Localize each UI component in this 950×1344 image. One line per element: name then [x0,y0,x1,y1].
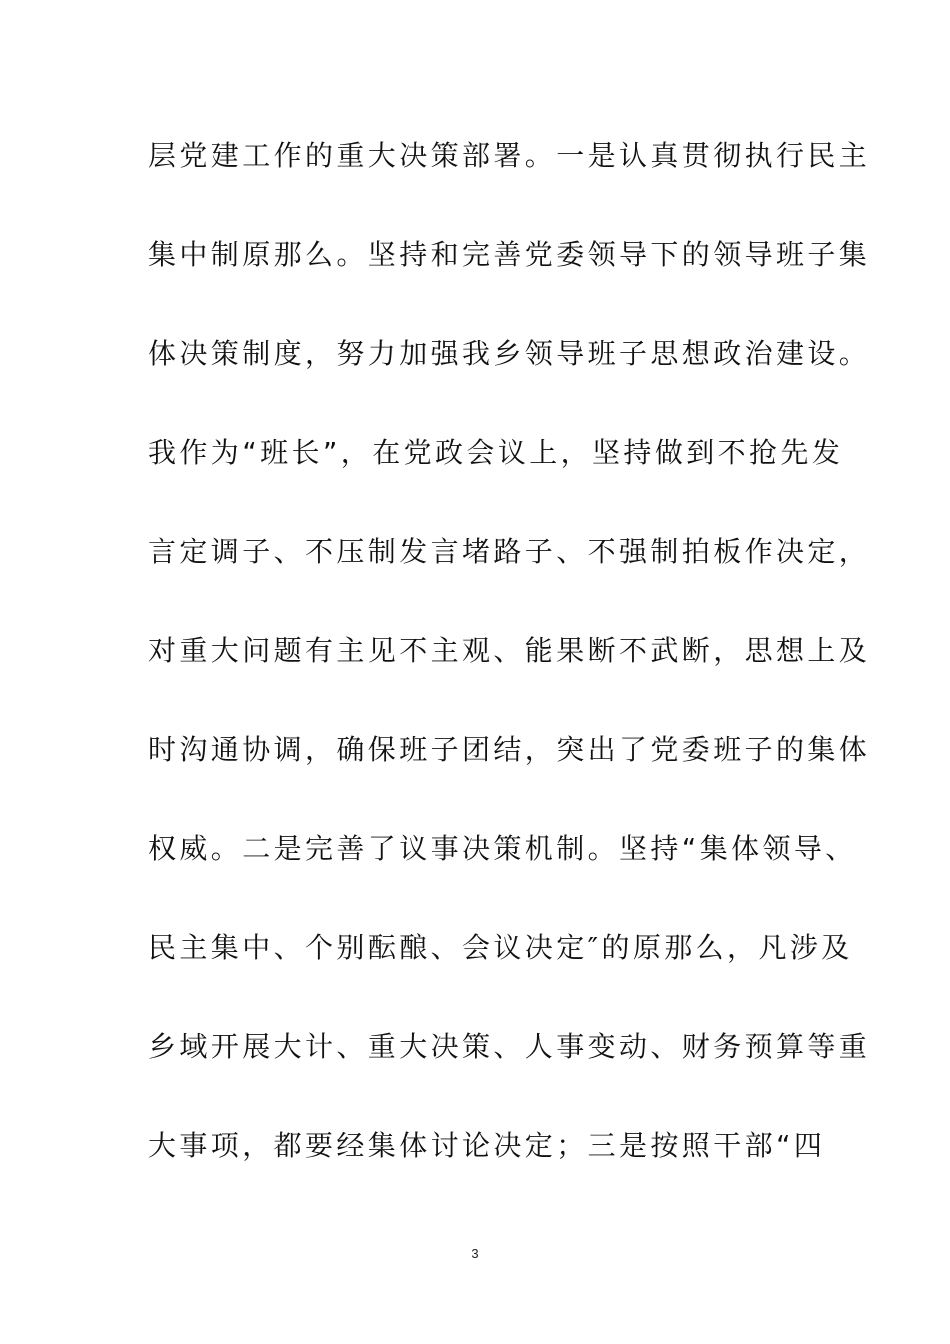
text-line: 大事项，都要经集体讨论决定；三是按照干部“四 [148,1129,826,1162]
text-line: 言定调子、不压制发言堵路子、不强制拍板作决定， [148,535,871,568]
text-line: 我作为“班长”，在党政会议上，坚持做到不抢先发 [148,436,844,469]
text-line: 对重大问题有主见不主观、能果断不武断，思想上及 [148,634,871,667]
page-number: 3 [471,1246,479,1261]
text-line: 时沟通协调，确保班子团结，突出了党委班子的集体 [148,733,871,766]
text-line: 体决策制度，努力加强我乡领导班子思想政治建设。 [148,337,871,370]
text-line: 乡域开展大计、重大决策、人事变动、财务预算等重 [148,1030,871,1063]
text-line: 权威。二是完善了议事决策机制。坚持“集体领导、 [148,832,857,865]
text-line: 层党建工作的重大决策部署。一是认真贯彻执行民主 [148,139,871,172]
text-line: 集中制原那么。坚持和完善党委领导下的领导班子集 [148,238,871,271]
text-line: 民主集中、个别酝酿、会议决定″的原那么，凡涉及 [148,931,853,964]
